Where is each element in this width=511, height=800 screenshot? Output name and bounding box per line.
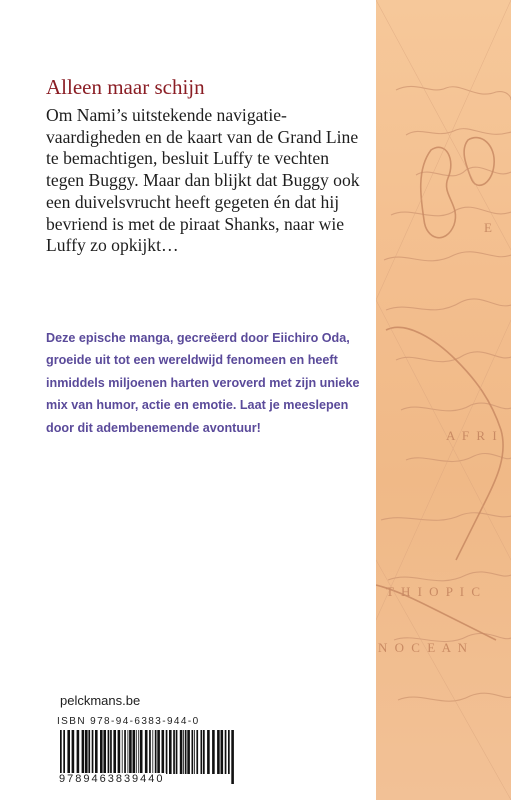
- barcode-bar: [187, 730, 190, 774]
- barcode-bar: [192, 730, 194, 774]
- barcode-bar: [113, 730, 116, 774]
- barcode-bar: [194, 730, 195, 774]
- barcode-digits: [58, 773, 238, 785]
- blurb-intro: Om Nami’s uitstekende navigatie-vaardigheden en de kaart van de Grand Line te bemachtigen, besluit Luffy te vechten tegen Buggy. Maar dan blijkt dat Buggy ook een duivelsvrucht heeft gegeten én dat hij bevriend is met de piraat Shanks, naar wie Luffy zo opkijkt…: [46, 105, 360, 256]
- barcode-bar: [100, 730, 103, 774]
- barcode-bar: [128, 730, 129, 774]
- publisher-url: pelckmans.be: [60, 693, 141, 708]
- barcode-bar: [136, 730, 137, 774]
- barcode-bar: [228, 730, 230, 774]
- barcode-bar: [155, 730, 157, 774]
- barcode-bar: [88, 730, 90, 774]
- barcode-bar: [162, 730, 165, 774]
- barcode-bar: [77, 730, 80, 774]
- map-label-africa: A F R I: [446, 428, 499, 443]
- barcode-bar: [133, 730, 136, 774]
- barcode-bar: [173, 730, 175, 774]
- barcode-bar: [108, 730, 110, 774]
- barcode-bar: [92, 730, 94, 774]
- map-label-e: E: [484, 220, 494, 235]
- barcode-bar: [103, 730, 106, 774]
- barcode-bar: [217, 730, 220, 774]
- barcode-bar: [157, 730, 160, 774]
- antique-map-strip: [376, 0, 511, 800]
- barcode-bar: [225, 730, 227, 774]
- barcode-bar: [129, 730, 132, 774]
- barcode-bar: [180, 730, 183, 774]
- barcode-bar: [166, 730, 168, 774]
- barcode-bar: [183, 730, 184, 774]
- barcode-bar: [124, 730, 126, 774]
- barcode-bar: [110, 730, 112, 774]
- barcode-bar: [196, 730, 198, 774]
- barcode-bar: [138, 730, 139, 774]
- barcode-bar: [152, 730, 153, 774]
- barcode-bar: [201, 730, 203, 774]
- barcode-bar: [95, 730, 98, 774]
- map-label-ethiopic: T H I O P I C: [386, 584, 483, 599]
- barcode-bar: [207, 730, 210, 774]
- barcode-bar: [185, 730, 187, 774]
- blurb-title: Alleen maar schijn: [46, 75, 205, 99]
- barcode-bar: [85, 730, 88, 774]
- isbn-text: ISBN 978-94-6383-944-0: [57, 716, 200, 727]
- barcode-bar: [140, 730, 143, 774]
- barcode-bar: [82, 730, 85, 774]
- barcode-bar: [72, 730, 75, 774]
- barcode-bar: [212, 730, 215, 774]
- map-illustration: [376, 0, 511, 800]
- barcode-bar: [169, 730, 172, 774]
- barcode-bar: [176, 730, 178, 774]
- barcode-bar: [203, 730, 205, 774]
- barcode-bar: [221, 730, 224, 774]
- map-label-ocean: N O C E A N: [378, 640, 469, 655]
- barcode-bar: [118, 730, 121, 774]
- blurb-promo: Deze epische manga, gecreëerd door Eiichiro Oda, groeide uit tot een wereldwijd fenomeen en heeft inmiddels miljoenen harten veroverd met zijn unieke mix van humor, actie en emotie. Laat je meeslepen door dit adembenemende avontuur!: [46, 331, 360, 435]
- barcode-digit-string: 9789463839440: [59, 773, 165, 785]
- barcode-bar: [122, 730, 123, 774]
